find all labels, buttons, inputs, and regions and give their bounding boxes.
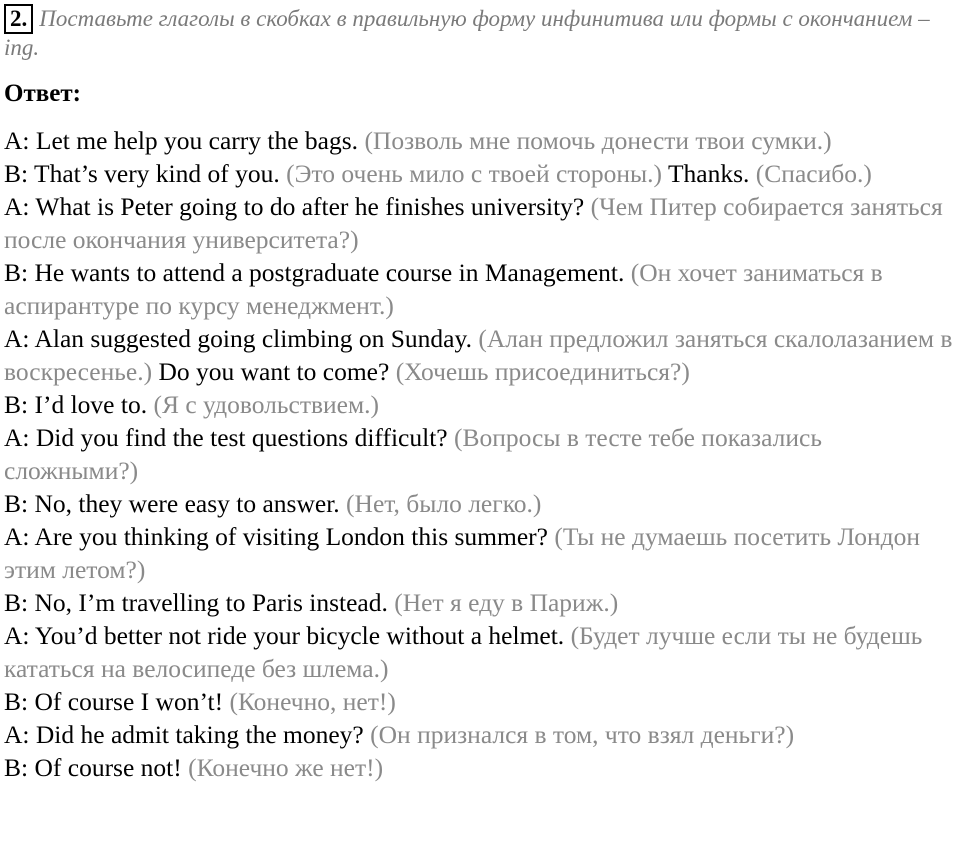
russian-translation: (Конечно, нет!) (229, 687, 396, 716)
russian-translation: (Ты не думаешь посетить Лондон этим летом?) (4, 522, 920, 584)
english-text: A: Are you thinking of visiting London this summer? (4, 522, 548, 551)
dialogue-line (4, 751, 958, 784)
task-number: 2. (4, 4, 33, 34)
english-text: A: What is Peter going to do after he finishes university? (4, 192, 585, 221)
russian-translation: (Хочешь присоединиться?) (395, 357, 690, 386)
dialogue-line (4, 718, 958, 751)
english-text: A: Alan suggested going climbing on Sunday. (4, 324, 472, 353)
dialogue-line (4, 685, 958, 718)
english-text: B: Of course I won’t! (4, 687, 224, 716)
english-text: B: No, they were easy to answer. (4, 489, 340, 518)
russian-translation: (Он признался в том, что взял деньги?) (370, 720, 795, 749)
russian-translation: (Нет я еду в Париж.) (394, 588, 619, 617)
russian-translation: (Вопросы в тесте тебе показались сложными?) (4, 423, 822, 485)
english-text: A: Let me help you carry the bags. (4, 126, 359, 155)
english-text: B: Of course not! (4, 753, 182, 782)
dialogue-line (4, 421, 958, 487)
dialogue-line (4, 322, 958, 388)
dialogue (4, 124, 958, 784)
russian-translation: (Спасибо.) (755, 159, 872, 188)
english-text: A: You’d better not ride your bicycle without a helmet. (4, 621, 565, 650)
russian-translation: (Чем Питер собирается заняться после окончания университета?) (4, 192, 943, 254)
dialogue-line (4, 124, 958, 157)
russian-translation: (Позволь мне помочь донести твои сумки.) (364, 126, 832, 155)
english-text: Do you want to come? (158, 357, 390, 386)
russian-translation: (Я с удовольствием.) (153, 390, 379, 419)
dialogue-line (4, 157, 958, 190)
dialogue-line (4, 619, 958, 685)
russian-translation: (Нет, было легко.) (346, 489, 542, 518)
english-text: B: That’s very kind of you. (4, 159, 280, 188)
russian-translation: (Будет лучше если ты не будешь кататься на велосипеде без шлема.) (4, 621, 923, 683)
english-text: B: No, I’m travelling to Paris instead. (4, 588, 388, 617)
dialogue-line (4, 190, 958, 256)
english-text: B: He wants to attend a postgraduate course in Management. (4, 258, 625, 287)
dialogue-line (4, 586, 958, 619)
dialogue-line (4, 388, 958, 421)
task-text: Поставьте глаголы в скобках в правильную форму инфинитива или формы с окончанием –ing. (4, 6, 930, 60)
dialogue-line (4, 256, 958, 322)
english-text: A: Did he admit taking the money? (4, 720, 364, 749)
russian-translation: (Конечно же нет!) (188, 753, 384, 782)
dialogue-line (4, 520, 958, 586)
english-text: Thanks. (667, 159, 750, 188)
english-text: B: I’d love to. (4, 390, 148, 419)
russian-translation: (Это очень мило с твоей стороны.) (286, 159, 663, 188)
russian-translation: (Алан предложил заняться скалолазанием в воскресенье.) (4, 324, 953, 386)
dialogue-line (4, 487, 958, 520)
answer-heading: Ответ: (4, 80, 81, 107)
task-statement (4, 4, 954, 61)
russian-translation: (Он хочет заниматься в аспирантуре по курсу менеджмент.) (4, 258, 883, 320)
english-text: A: Did you find the test questions difficult? (4, 423, 448, 452)
